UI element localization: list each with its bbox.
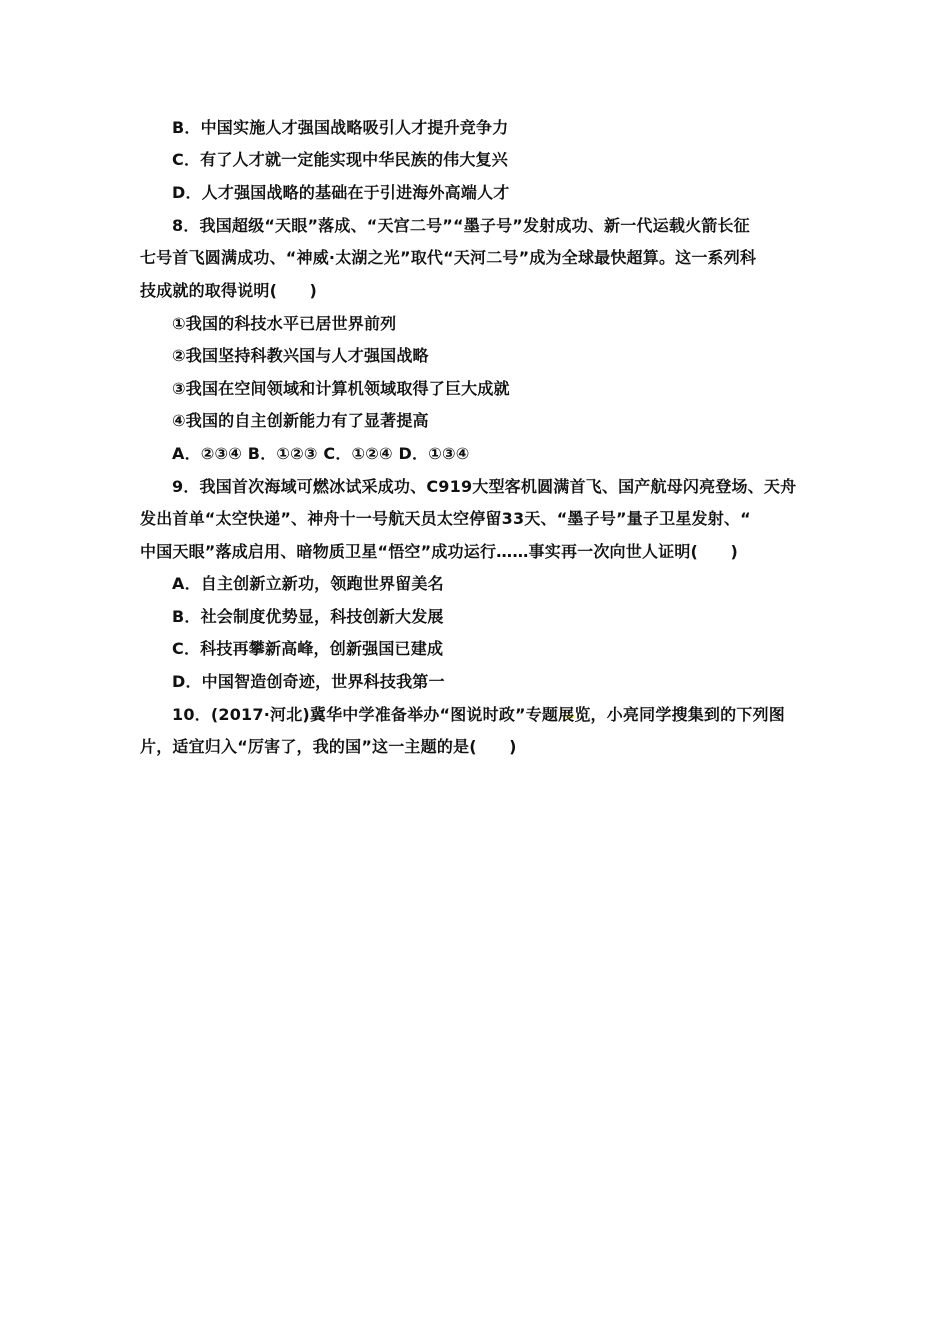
q9-option-c: C．科技再攀新高峰，创新强国已建成 [172,639,444,658]
q9-option-d: D．中国智造创奇迹，世界科技我第一 [172,672,445,691]
scan-mark [565,712,573,717]
q9-option-a: A．自主创新立新功，领跑世界留美名 [172,574,444,593]
q7-option-d: D．人才强国战略的基础在于引进海外高端人才 [172,183,510,202]
q8-stem-line-1: 8．我国超级“天眼”落成、“天宫二号”“墨子号”发射成功、新一代运载火箭长征 [172,216,750,235]
q8-item-3: ③我国在空间领域和计算机领域取得了巨大成就 [172,379,510,398]
q8-stem-line-3: 技成就的取得说明( ) [140,281,318,300]
q9-stem-line-3: 中国天眼”落成启用、暗物质卫星“悟空”成功运行……事实再一次向世人证明( ) [140,542,738,561]
q7-option-b: B．中国实施人才强国战略吸引人才提升竞争力 [172,118,509,137]
q9-stem-line-2: 发出首单“太空快递”、神舟十一号航天员太空停留33天、“墨子号”量子卫星发射、“ [140,509,751,528]
q8-answer-choices: A．②③④ B．①②③ C．①②④ D．①③④ [172,444,470,463]
q10-stem-line-1: 10．(2017·河北)冀华中学准备举办“图说时政”专题展览，小亮同学搜集到的下列图 [172,705,785,724]
q10-stem-line-2: 片，适宜归入“厉害了，我的国”这一主题的是( ) [140,737,517,756]
q9-option-b: B．社会制度优势显，科技创新大发展 [172,607,444,626]
q9-stem-line-1: 9．我国首次海域可燃冰试采成功、C919大型客机圆满首飞、国产航母闪亮登场、天舟 [172,477,797,496]
q8-item-1: ①我国的科技水平已居世界前列 [172,314,397,333]
q8-item-2: ②我国坚持科教兴国与人才强国战略 [172,346,429,365]
q7-option-c: C．有了人才就一定能实现中华民族的伟大复兴 [172,150,508,169]
q8-item-4: ④我国的自主创新能力有了显著提高 [172,411,429,430]
q8-stem-line-2: 七号首飞圆满成功、“神威·太湖之光”取代“天河二号”成为全球最快超算。这一系列科 [140,248,757,267]
